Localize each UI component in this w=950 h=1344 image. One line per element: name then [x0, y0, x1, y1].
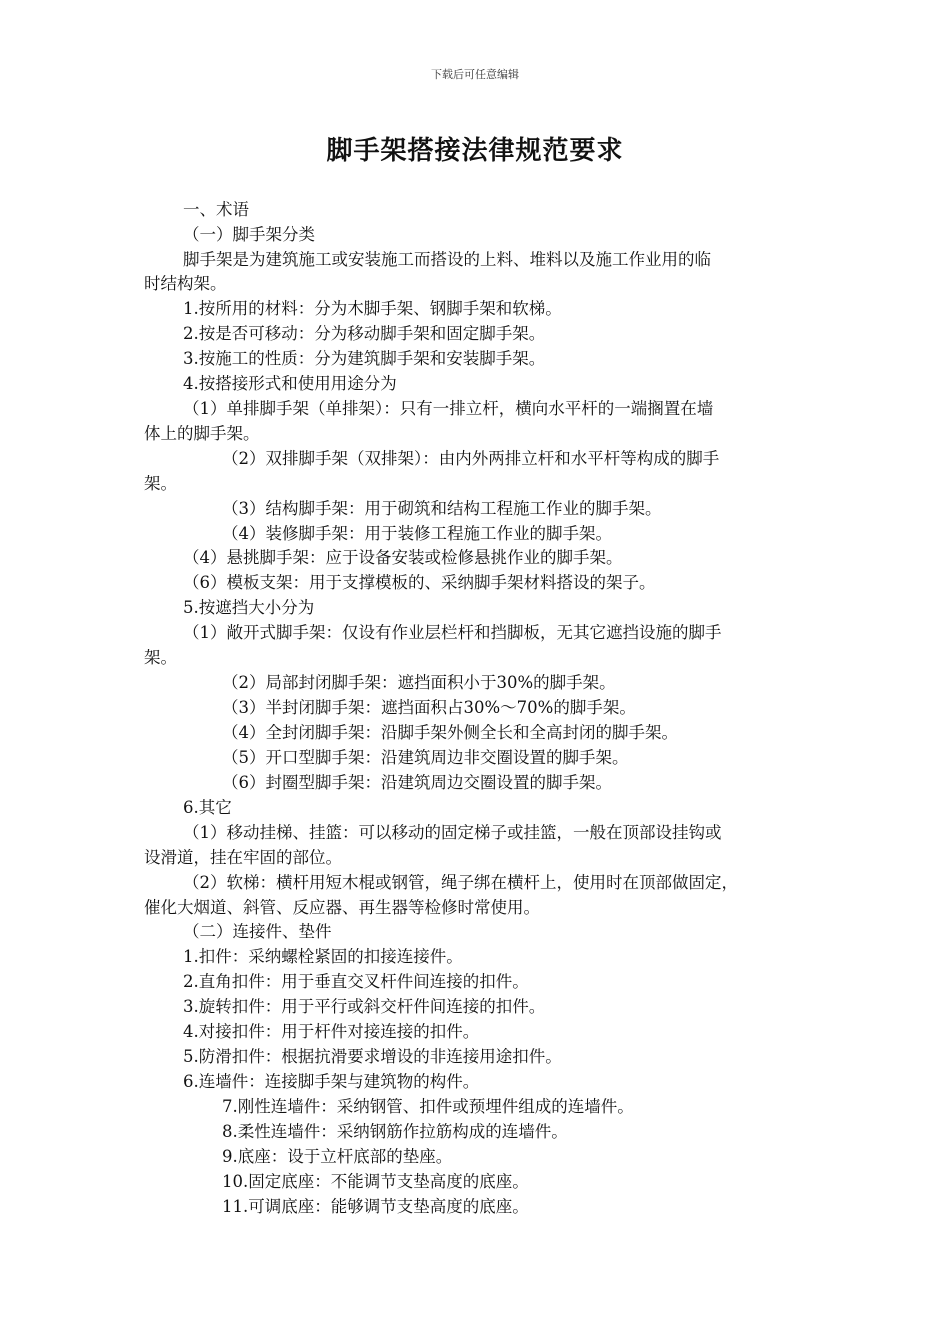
- list-item: 10.固定底座：不能调节支垫高度的底座。: [222, 1172, 529, 1191]
- sub-list-item: （4）全封闭脚手架：沿脚手架外侧全长和全高封闭的脚手架。: [222, 723, 678, 742]
- paragraph-line: 脚手架是为建筑施工或安装施工而搭设的上料、堆料以及施工作业用的临: [183, 250, 711, 269]
- page-title: 脚手架搭接法律规范要求: [326, 136, 624, 166]
- list-item: 1.扣件：采纳螺栓紧固的扣接连接件。: [183, 947, 463, 966]
- sub-list-item: （4）装修脚手架：用于装修工程施工作业的脚手架。: [222, 524, 612, 543]
- list-item: 9.底座：设于立杆底部的垫座。: [222, 1147, 453, 1166]
- list-item: 5.按遮挡大小分为: [183, 598, 315, 617]
- paragraph-line: 时结构架。: [144, 274, 227, 293]
- sub-list-item-cont: 体上的脚手架。: [144, 424, 260, 443]
- section-heading: 一、术语: [183, 200, 249, 219]
- sub-list-item-cont: 架。: [144, 648, 177, 667]
- sub-list-item: （1）单排脚手架（单排架）：只有一排立杆，横向水平杆的一端搁置在墙: [183, 399, 714, 418]
- sub-list-item: （1）敞开式脚手架：仅设有作业层栏杆和挡脚板，无其它遮挡设施的脚手: [183, 623, 722, 642]
- list-item: 7.刚性连墙件：采纳钢管、扣件或预埋件组成的连墙件。: [222, 1097, 634, 1116]
- list-item: 1.按所用的材料：分为木脚手架、钢脚手架和软梯。: [183, 299, 562, 318]
- sub-list-item-cont: 设滑道，挂在牢固的部位。: [144, 848, 342, 867]
- list-item: 11.可调底座：能够调节支垫高度的底座。: [222, 1197, 529, 1216]
- list-item: 3.按施工的性质：分为建筑脚手架和安装脚手架。: [183, 349, 546, 368]
- list-item: 4.对接扣件：用于杆件对接连接的扣件。: [183, 1022, 480, 1041]
- sub-list-item: （6）模板支架：用于支撑模板的、采纳脚手架材料搭设的架子。: [183, 573, 656, 592]
- sub-list-item: （6）封圈型脚手架：沿建筑周边交圈设置的脚手架。: [222, 773, 612, 792]
- list-item: 2.按是否可移动：分为移动脚手架和固定脚手架。: [183, 324, 546, 343]
- sub-list-item: （3）半封闭脚手架：遮挡面积占30%～70%的脚手架。: [222, 698, 636, 717]
- header-note: 下载后可任意编辑: [431, 68, 519, 81]
- sub-list-item: （5）开口型脚手架：沿建筑周边非交圈设置的脚手架。: [222, 748, 629, 767]
- list-item: 3.旋转扣件：用于平行或斜交杆件间连接的扣件。: [183, 997, 546, 1016]
- sub-list-item-cont: 催化大烟道、斜管、反应器、再生器等检修时常使用。: [144, 898, 540, 917]
- sub-list-item-cont: 架。: [144, 474, 177, 493]
- sub-list-item: （1）移动挂梯、挂篮：可以移动的固定梯子或挂篮，一般在顶部设挂钩或: [183, 823, 722, 842]
- list-item: 6.连墙件：连接脚手架与建筑物的构件。: [183, 1072, 480, 1091]
- sub-list-item: （2）双排脚手架（双排架）：由内外两排立杆和水平杆等构成的脚手: [222, 449, 720, 468]
- list-item: 4.按搭接形式和使用用途分为: [183, 374, 397, 393]
- subsection-heading: （一）脚手架分类: [183, 225, 315, 244]
- sub-list-item: （2）局部封闭脚手架：遮挡面积小于30%的脚手架。: [222, 673, 616, 692]
- list-item: 2.直角扣件：用于垂直交叉杆件间连接的扣件。: [183, 972, 529, 991]
- sub-list-item: （4）悬挑脚手架：应于设备安装或检修悬挑作业的脚手架。: [183, 548, 623, 567]
- sub-list-item: （3）结构脚手架：用于砌筑和结构工程施工作业的脚手架。: [222, 499, 662, 518]
- subsection-heading: （二）连接件、垫件: [183, 922, 332, 941]
- list-item: 8.柔性连墙件：采纳钢筋作拉筋构成的连墙件。: [222, 1122, 568, 1141]
- list-item: 5.防滑扣件：根据抗滑要求增设的非连接用途扣件。: [183, 1047, 562, 1066]
- list-item: 6.其它: [183, 798, 232, 817]
- sub-list-item: （2）软梯：横杆用短木棍或钢管，绳子绑在横杆上，使用时在顶部做固定，: [183, 873, 738, 892]
